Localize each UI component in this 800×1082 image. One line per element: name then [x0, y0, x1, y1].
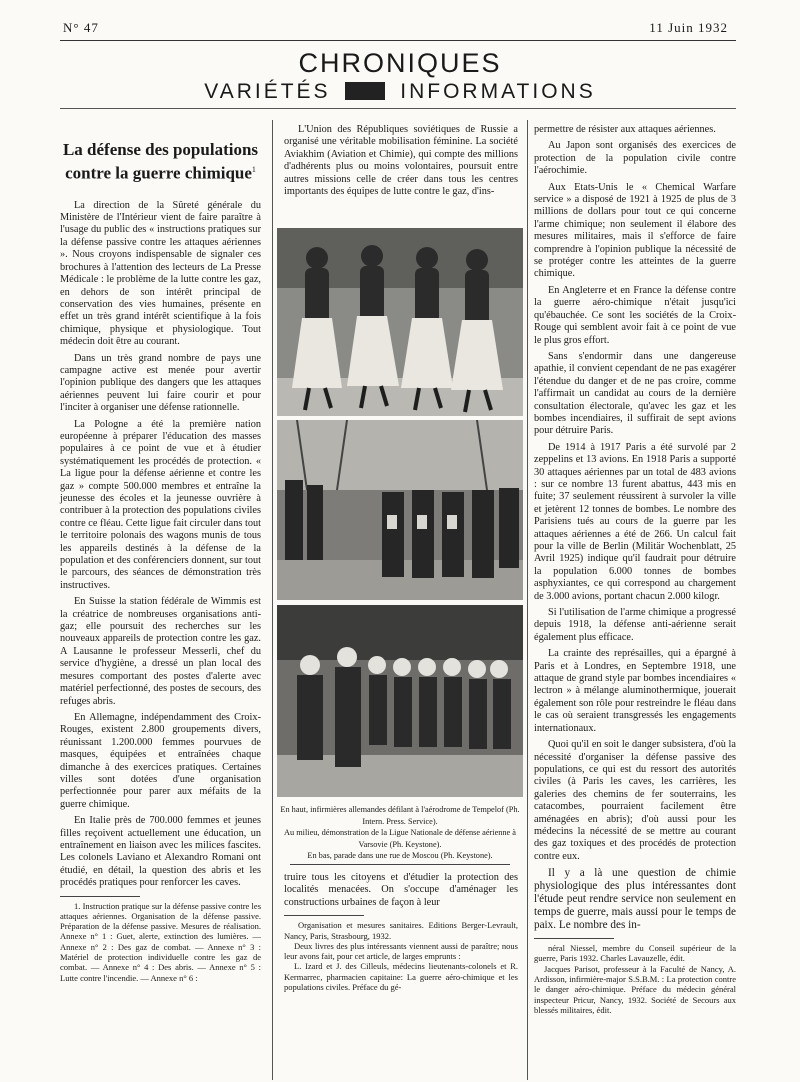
- paragraph: En Suisse la station fédérale de Wimmis est la créatrice de nombreuses organisations anti-gaz; elle poursuit des recherches sur les nouveaux appareils de protection contre les gaz. A Lausanne le professeur Messerli, chef du service d'hygiène, a dressé un plan local des mesures comportant des postes d'alerte avec matériel perfectionné, des postes de secours, des refuges abris.: [60, 596, 261, 707]
- column-2-bottom: [284, 872, 518, 992]
- masthead-rule: [60, 108, 736, 109]
- caption-rule: [290, 864, 510, 865]
- issue-date: 11 Juin 1932: [649, 20, 728, 35]
- column-1: [60, 140, 261, 983]
- title-line-2: contre la guerre chimique: [65, 163, 252, 183]
- paragraph: permettre de résister aux attaques aériennes.: [534, 124, 716, 135]
- paragraph: Sans s'endormir dans une dangereuse apathie, il convient cependant de ne pas exagérer l'étendue du danger et de ne pas croire, comme l'affirmait un candidat au cours de la dernière consultation électorale, qu'avec les gaz et les bombes incendiaires, il suffirait de sept avions pour détruire Paris.: [534, 350, 736, 437]
- footnote-rule: [60, 896, 140, 897]
- caption-middle: Au milieu, démonstration de la Ligue Nationale de défense aérienne à Varsovie (Ph. Keystone).: [284, 828, 516, 849]
- masthead-word-varietes: VARIÉTÉS: [204, 80, 331, 103]
- column-divider: [527, 120, 528, 1080]
- issue-number: N° 47: [63, 20, 99, 35]
- column-2-top: [284, 124, 518, 202]
- photo-captions: [277, 804, 523, 862]
- header-rule: [60, 40, 736, 41]
- masthead-subtitle: [0, 80, 800, 104]
- paragraph: Dans un très grand nombre de pays une campagne active est menée pour avertir l'opinion publique des dangers que les attaques aériennes peuvent lui faire courir et pour l'inciter à organiser une défense rationnelle.: [60, 352, 261, 414]
- paragraph: Aux Etats-Unis le « Chemical Warfare service » a disposé de 1921 à 1925 de plus de 3 millions de dollars pour tout ce qui concerne l'arme chimique; non seulement il élabore des mesures militaires, mais il s'efforce de faire comprendre à l'opinion publique la nécessité de se protéger contre les atteintes de la guerre chimique.: [534, 181, 736, 280]
- footnote: [60, 901, 261, 983]
- ornament-icon: [345, 82, 385, 100]
- paragraph: Au Japon sont organisés des exercices de protection de la population civile contre l'aérochimie.: [534, 140, 736, 177]
- footnote: [284, 920, 518, 992]
- paragraph: truire tous les citoyens et d'étudier la protection des localités menacées. On s'occupe d'aménager les constructions urbaines de façon à leur: [284, 872, 518, 908]
- footnote-text: néral Niessel, membre du Conseil supérieur de la guerre, Paris 1932. Charles Lavauzelle, édit.: [534, 943, 736, 964]
- photo-nurses-tempelhof: [277, 228, 523, 416]
- masthead-title: CHRONIQUES: [298, 48, 502, 78]
- footnote-text: 1. Instruction pratique sur la défense passive contre les attaques aériennes. Organisation de la défense passive. Préparation de la défense passive. Mesures de réalisation. Annexe n° 1 : Guet, alerte, extinction des lumières. — Annexe n° 2 : Des gaz de combat. — Annexe n° 3 : Matériel de protection individuelle contre les gaz de combat. — Annexe n° 4 : Des abris. — Annexe n° 5 : Lutte contre l'incendie. — Annexe n° 6 :: [60, 900, 261, 983]
- article-title: [60, 140, 261, 184]
- footnote: [534, 943, 736, 1015]
- caption-top: En haut, infirmières allemandes défilant à l'aérodrome de Tempelof (Ph. Intern. Press. Service).: [280, 805, 520, 826]
- title-footnote-ref: 1: [251, 165, 256, 174]
- column-divider: [272, 120, 273, 1080]
- footnote-text: L. Izard et J. des Cilleuls, médecins lieutenants-colonels et R. Kermarrec, pharmacien capitaine: La guerre aéro-chimique et les populations civiles. Préface du gé-: [284, 961, 518, 992]
- footnote-text: Jacques Parisot, professeur à la Faculté de Nancy, A. Ardisson, infirmière-major S.S.B.M. : La protection contre le danger aéro-chimique. Préface du médecin général inspecteur Pricur, Nancy, 1932. Société de Secours aux blessés militaires, édit.: [534, 963, 736, 1015]
- title-line-1: La défense des populations: [62, 140, 259, 159]
- footnote-text: Organisation et mesures sanitaires. Editions Berger-Levrault, Nancy, Paris, Strasbourg, 1932.: [284, 920, 518, 941]
- footnote-rule: [284, 915, 364, 916]
- paragraph: En Italie près de 700.000 femmes et jeunes filles reçoivent actuellement une éducation, un entraînement en liaison avec les milices fascites. Les colonels Laviano et Alexandro Romani ont étudié, en détail, la question des abris et les procédés pratiques pour renforcer les caves.: [60, 815, 261, 889]
- footnote-text: Deux livres des plus intéressants viennent aussi de paraître; nous leur avons fait, pour cet article, de larges emprunts :: [284, 940, 518, 962]
- paragraph: Quoi qu'il en soit le danger subsistera, d'où la nécessité d'organiser la défense passive des populations, ce qui est du ressort des autorités civiles (à Paris les caves, les carrières, les galeries des chemins de fer souterrains, les catacombes, pourraient facilement être aménagées en abris); d'où aussi pour les médecins la nécessité de se mettre au courant des gaz toxiques et des procédés de protection contre eux.: [534, 739, 736, 862]
- paragraph: L'Union des Républiques soviétiques de Russie a organisé une véritable mobilisation féminine. La société Aviakhim (Aviation et Chimie), qui compte des millions d'adhérents plus ou moins volontaires, poursuit entre autres missions celle de créer dans tous les centres importants des équipes de lutte contre le gaz, d'ins-: [284, 124, 518, 198]
- masthead-word-informations: INFORMATIONS: [400, 80, 596, 103]
- photo-warsaw-demonstration: [277, 420, 523, 600]
- paragraph: En Angleterre et en France la défense contre la guerre aéro-chimique n'était jusqu'ici qu'ébauchée. Ce sont les sociétés de la Croix-Rouge qui semblent avoir fait à ce point de vue le plus gros effort.: [534, 284, 736, 346]
- paragraph: La direction de la Sûreté générale du Ministère de l'Intérieur vient de faire paraître à l'usage du public des « instructions pratiques sur la défense passive contre les attaques aériennes ». Nous croyons indispensable de signaler ces brochures à l'attention des lecteurs de La Presse Médicale : le problème de la lutte contre les gaz, en dehors de son intérêt principal de conservation des vies humaines, présente en effet un très grand intérêt scientifique à la fois chimique, physique et physiologique. Tout médecin doit être au courant.: [60, 199, 261, 348]
- paragraph: La Pologne a été la première nation européenne à préparer l'éducation des masses populaires à ce point de vue et à étudier systématiquement les procédés de protection. « La ligue pour la défense aérienne et contre les gaz » compte 500.000 membres et entraîne la jeunesse des écoles et la jeunesse ouvrière à contribuer à la protection des populations civiles contre ce fléau. Cette ligue fait circuler dans tout le territoire polonais des wagons munis de tous les appareils destinés à la défense de la population et des conférenciers donnent, sur tout le parcours, des séances de démonstration très instructives.: [60, 418, 261, 591]
- paragraph: De 1914 à 1917 Paris a été survolé par 2 zeppelins et 13 avions. En 1918 Paris a supporté 30 attaques aériennes par un total de 483 avions : sur ce nombre 13 furent abattus, 443 mis en fuite; 37 seulement réussirent à survoler la ville et jetèrent 12 tonnes de bombes. Le nombre des Parisiens tués au cours de la guerre par les attaques aériennes a été de 266. Un calcul fait pour la ville de Berlin (Militär Wochenblatt, 25 Avril 1925) indique qu'il faudrait pour détruire la population 6.000 tonnes de bombes asphyxiantes, ce qui correspond au chargement de 3.000 avions, portant chacun 2.000 kilogr.: [534, 441, 736, 602]
- footnote-rule: [534, 938, 614, 939]
- caption-bottom: En bas, parade dans une rue de Moscou (Ph. Keystone).: [307, 851, 493, 860]
- paragraph: En Allemagne, indépendamment des Croix-Rouges, existent 2.800 groupements divers, réunissant 1.200.000 femmes pourvues de masques, équipées et entraînées chaque dimanche à des exercices pratiques. Certaines villes sont dotées d'une organisation perfectionnée pour parer aux méfaits de la guerre chimique.: [60, 711, 261, 810]
- paragraph: La crainte des représailles, qui a épargné à Paris et à Londres, en Septembre 1918, une attaque de grand style par bombes incendiaires « lectron » à mélange aluminothermique, jouerait également son rôle pour restreindre le fléau dans le cas où seraient transgressés les engagements internationaux.: [534, 648, 736, 734]
- paragraph: Il y a là une question de chimie physiologique des plus intéressantes dont l'étude peut rendre service non seulement en temps de guerre, mais aussi pour le temps de paix. Le nombre des in-: [534, 867, 736, 932]
- photo-moscow-parade: [277, 605, 523, 797]
- column-3: [534, 124, 736, 1015]
- paragraph: Si l'utilisation de l'arme chimique a progressé depuis 1918, la défense anti-aérienne serait également plus efficace.: [534, 607, 736, 643]
